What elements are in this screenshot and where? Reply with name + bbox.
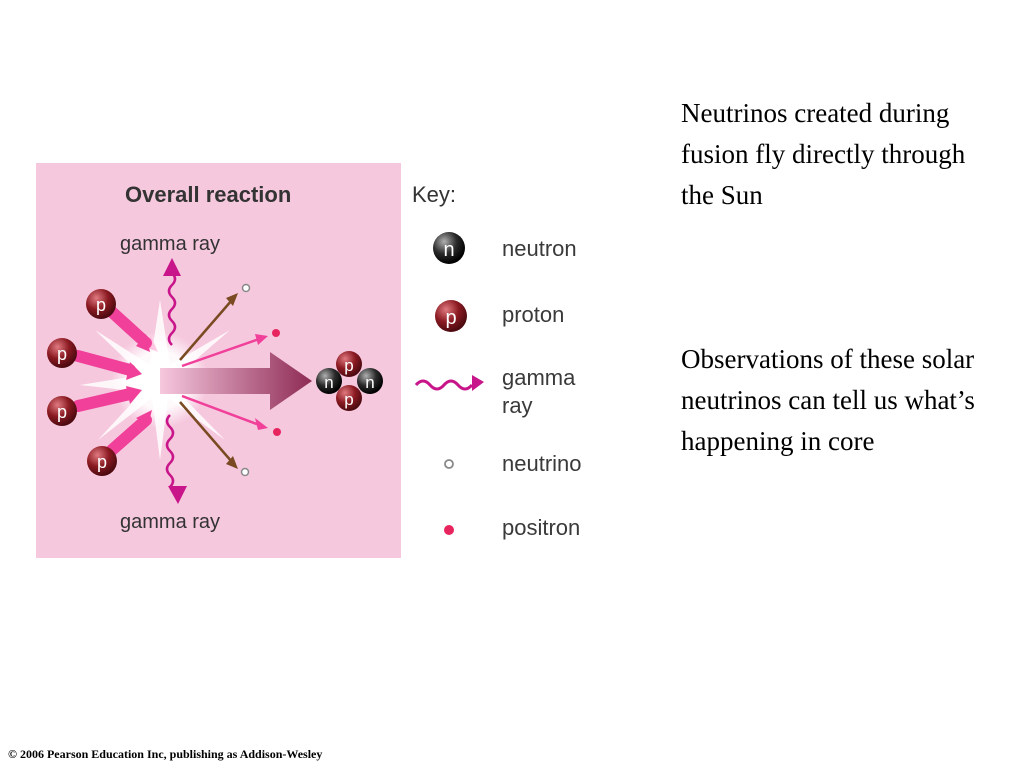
key-neutron-letter: n [443, 239, 455, 261]
gamma-ray-bottom-label: gamma ray [120, 511, 221, 533]
proton [86, 289, 116, 319]
proton-letter: p [95, 295, 107, 315]
neutron-icon [433, 232, 465, 264]
proton [47, 338, 77, 368]
key-title: Key: [412, 182, 457, 207]
neutrino-icon [445, 460, 453, 468]
key-proton-label: proton [502, 302, 565, 327]
positron-icon [444, 525, 454, 535]
copyright-footer: © 2006 Pearson Education Inc, publishing as Addison-Wesley [8, 747, 323, 761]
proton-letter: p [96, 452, 108, 472]
key-gamma-ray-label [502, 364, 575, 420]
gamma-ray-bottom [167, 415, 187, 504]
proton [87, 446, 117, 476]
neutron [316, 368, 342, 394]
neutron-letter: n [324, 373, 334, 392]
proton-letter: p [56, 344, 68, 364]
neutron-letter: n [365, 373, 375, 392]
bullet-text-observations: Observations of these solar neutrinos can tell us what’s happening in core [681, 344, 975, 456]
proton-letter: p [344, 390, 354, 409]
proton [336, 385, 362, 411]
neutron [357, 368, 383, 394]
key-gamma-label-line2: ray [502, 393, 533, 418]
proton-icon [435, 300, 467, 332]
positron [272, 329, 280, 337]
key-gamma-label-line1: gamma [502, 365, 576, 390]
neutrino [243, 285, 250, 292]
gamma-ray-top-label: gamma ray [120, 233, 221, 255]
proton [47, 396, 77, 426]
overall-reaction-title: Overall reaction [125, 182, 292, 207]
key-proton-letter: p [445, 307, 457, 329]
key-positron-label: positron [502, 515, 581, 540]
proton-letter: p [56, 402, 68, 422]
positron [273, 428, 281, 436]
key-neutrino-label: neutrino [502, 451, 582, 476]
gamma-ray-top [163, 258, 181, 345]
key-neutron-label: neutron [502, 236, 577, 261]
neutrino [242, 469, 249, 476]
bullet-text-neutrinos-created: Neutrinos created during fusion fly directly through the Sun [681, 98, 966, 210]
proton [336, 351, 362, 377]
proton-letter: p [344, 356, 354, 375]
gamma-ray-icon [416, 375, 484, 391]
helium-nucleus [316, 351, 383, 411]
